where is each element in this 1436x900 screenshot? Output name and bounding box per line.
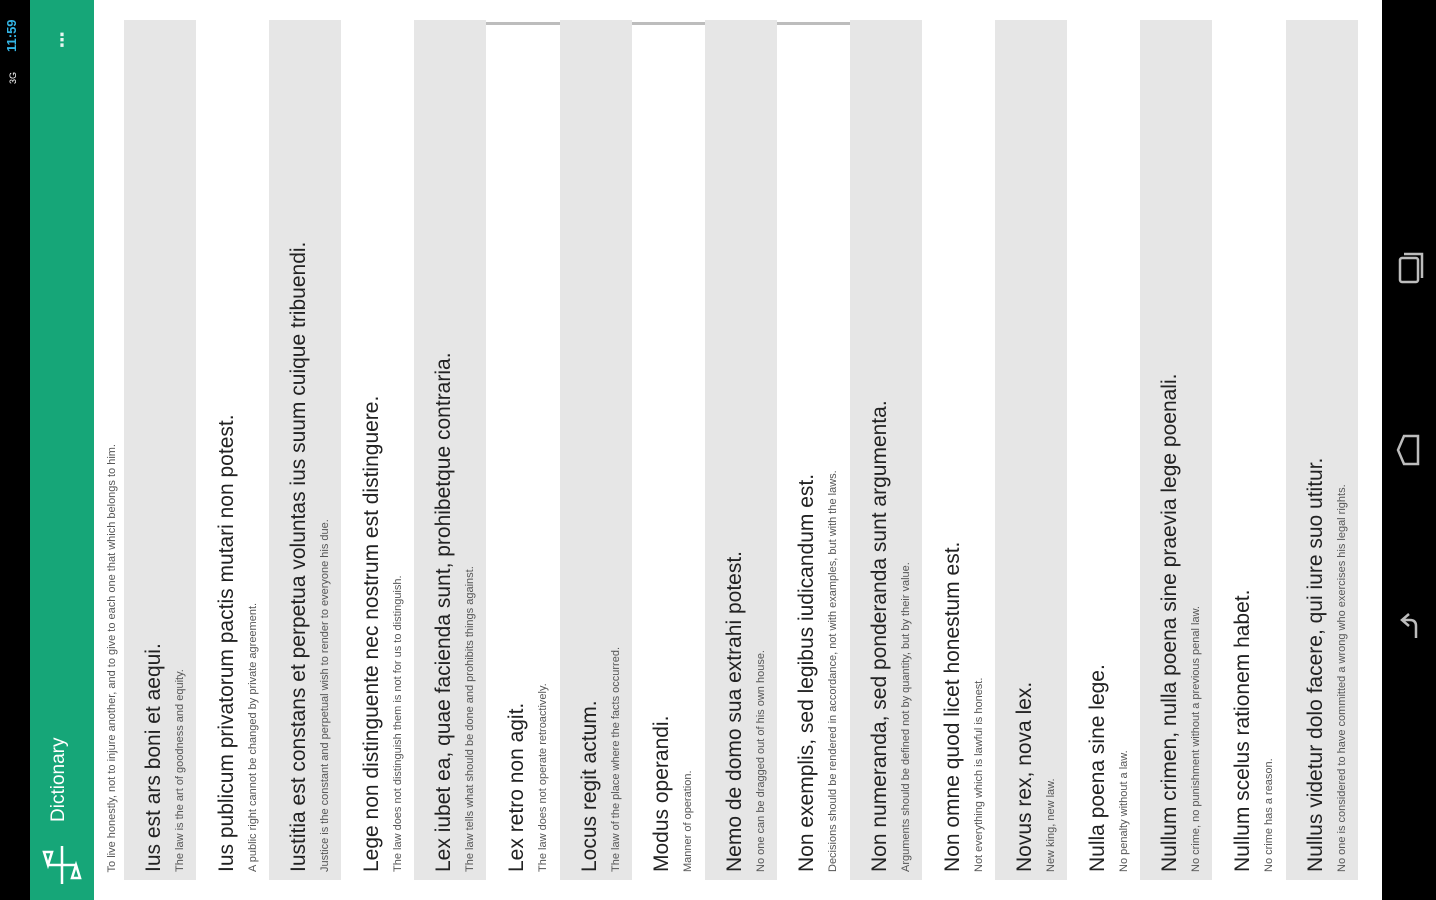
list-item[interactable] <box>850 20 922 880</box>
back-icon[interactable] <box>1390 610 1428 654</box>
status-bar <box>0 0 30 900</box>
overflow-menu-icon[interactable]: ⋮ <box>53 30 71 50</box>
entry-meaning: No crime, no punishment without a previous penal law. <box>1190 606 1203 872</box>
app-title: Dictionary <box>48 737 69 823</box>
entry-text <box>1286 20 1358 876</box>
status-time: 11:59 <box>4 19 19 53</box>
action-bar <box>30 0 94 900</box>
entry-phrase: Locus regit actum. <box>577 700 601 872</box>
entry-meaning: No one is considered to have committed a wrong who exercises his legal rights. <box>1335 484 1348 872</box>
entry-text <box>777 20 849 876</box>
entry-meaning: A public right cannot be changed by private agreement. <box>246 602 259 872</box>
entry-text <box>632 20 704 876</box>
entry-phrase: Nemo de domo sua extrahi potest. <box>722 550 746 872</box>
list-item[interactable] <box>269 20 341 880</box>
entry-meaning: Decisions should be rendered in accordance, not with examples, but with the laws. <box>827 470 840 872</box>
entry-meaning: Manner of operation. <box>682 770 695 872</box>
list-item[interactable] <box>1140 20 1212 880</box>
entry-meaning: Justice is the constant and perpetual wish to render to everyone his due. <box>319 519 332 872</box>
entry-phrase: Nullum scelus rationem habet. <box>1231 589 1254 872</box>
entry-meaning: Not everything which is lawful is honest. <box>972 677 985 872</box>
list-item[interactable] <box>487 20 559 880</box>
entry-text <box>705 20 777 876</box>
entry-phrase: Modus operandi. <box>650 715 674 872</box>
entry-text <box>414 20 486 876</box>
entry-phrase: Novus rex, nova lex. <box>1013 681 1037 872</box>
entry-text <box>124 20 196 876</box>
entry-phrase: Lege non distinguente nec nostrum est distinguere. <box>359 395 383 872</box>
entry-text <box>197 20 269 876</box>
entry-text <box>923 20 995 876</box>
list-item[interactable] <box>124 20 196 880</box>
entry-meaning: The law of the place where the facts occurred. <box>609 646 622 872</box>
signal-icon: 3G <box>8 71 18 84</box>
list-item[interactable] <box>1286 20 1358 880</box>
entry-meaning: No crime has a reason. <box>1263 758 1275 872</box>
scales-icon[interactable] <box>42 842 82 888</box>
entry-text <box>1140 20 1212 876</box>
list-item[interactable] <box>1213 20 1285 880</box>
entry-phrase: Nullum crimen, nulla poena sine praevia lege poenali. <box>1158 373 1182 872</box>
entry-meaning: The law tells what should be done and prohibits things against. <box>464 566 477 872</box>
list-item[interactable] <box>705 20 777 880</box>
entry-text <box>342 20 414 876</box>
entry-text <box>1068 20 1140 876</box>
list-item[interactable] <box>197 20 269 880</box>
list-item[interactable] <box>995 20 1067 880</box>
list-item[interactable] <box>923 20 995 880</box>
entry-meaning: No penalty without a law. <box>1117 750 1130 872</box>
entry-text <box>487 20 559 876</box>
entry-phrase: Ius publicum privatorum pactis mutari non potest. <box>214 414 238 872</box>
list-item[interactable] <box>560 20 632 880</box>
list-item[interactable] <box>1068 20 1140 880</box>
entry-meaning: The law does not operate retroactively. <box>537 683 549 872</box>
entry-text <box>995 20 1067 876</box>
entry-phrase: Nullus videtur dolo facere, qui iure suo utitur. <box>1303 457 1327 872</box>
dictionary-list[interactable] <box>94 0 1382 900</box>
entry-phrase: Lex iubet ea, quae facienda sunt, prohibetque contraria. <box>432 352 456 872</box>
entry-meaning: New king, new law. <box>1045 778 1058 872</box>
list-item[interactable] <box>777 20 849 880</box>
entry-meaning: The law does not distinguish them is not for us to distinguish. <box>391 575 404 872</box>
entry-meaning: No one can be dragged out of his own house. <box>754 650 767 872</box>
list-item[interactable] <box>632 20 704 880</box>
entry-phrase: Iustitia est constans et perpetua voluntas ius suum cuique tribuendi. <box>287 241 311 872</box>
entry-phrase: Lex retro non agit. <box>505 702 528 872</box>
entry-text <box>269 20 341 876</box>
recents-icon[interactable] <box>1390 248 1428 292</box>
list-item[interactable] <box>342 20 414 880</box>
entry-phrase: Non exemplis, sed legibus iudicandum est. <box>795 473 819 872</box>
entry-phrase: Ius est ars boni et aequi. <box>142 643 165 872</box>
entry-text <box>1213 20 1285 876</box>
entry-phrase: Non numeranda, sed ponderanda sunt argumenta. <box>868 400 891 872</box>
entry-phrase: Nulla poena sine lege. <box>1085 664 1109 872</box>
home-icon[interactable] <box>1390 428 1428 472</box>
entry-meaning: The law is the art of goodness and equity. <box>174 669 186 872</box>
entry-meaning: Arguments should be defined not by quantity, but by their value. <box>900 562 912 872</box>
navigation-bar <box>1382 0 1436 900</box>
entry-phrase: Non omne quod licet honestum est. <box>940 541 964 872</box>
entry-text <box>850 20 922 876</box>
entry-text <box>560 20 632 876</box>
entry-meaning: To live honestly, not to injure another, and to give to each one that which belongs to him. <box>106 443 118 872</box>
list-item[interactable] <box>414 20 486 880</box>
